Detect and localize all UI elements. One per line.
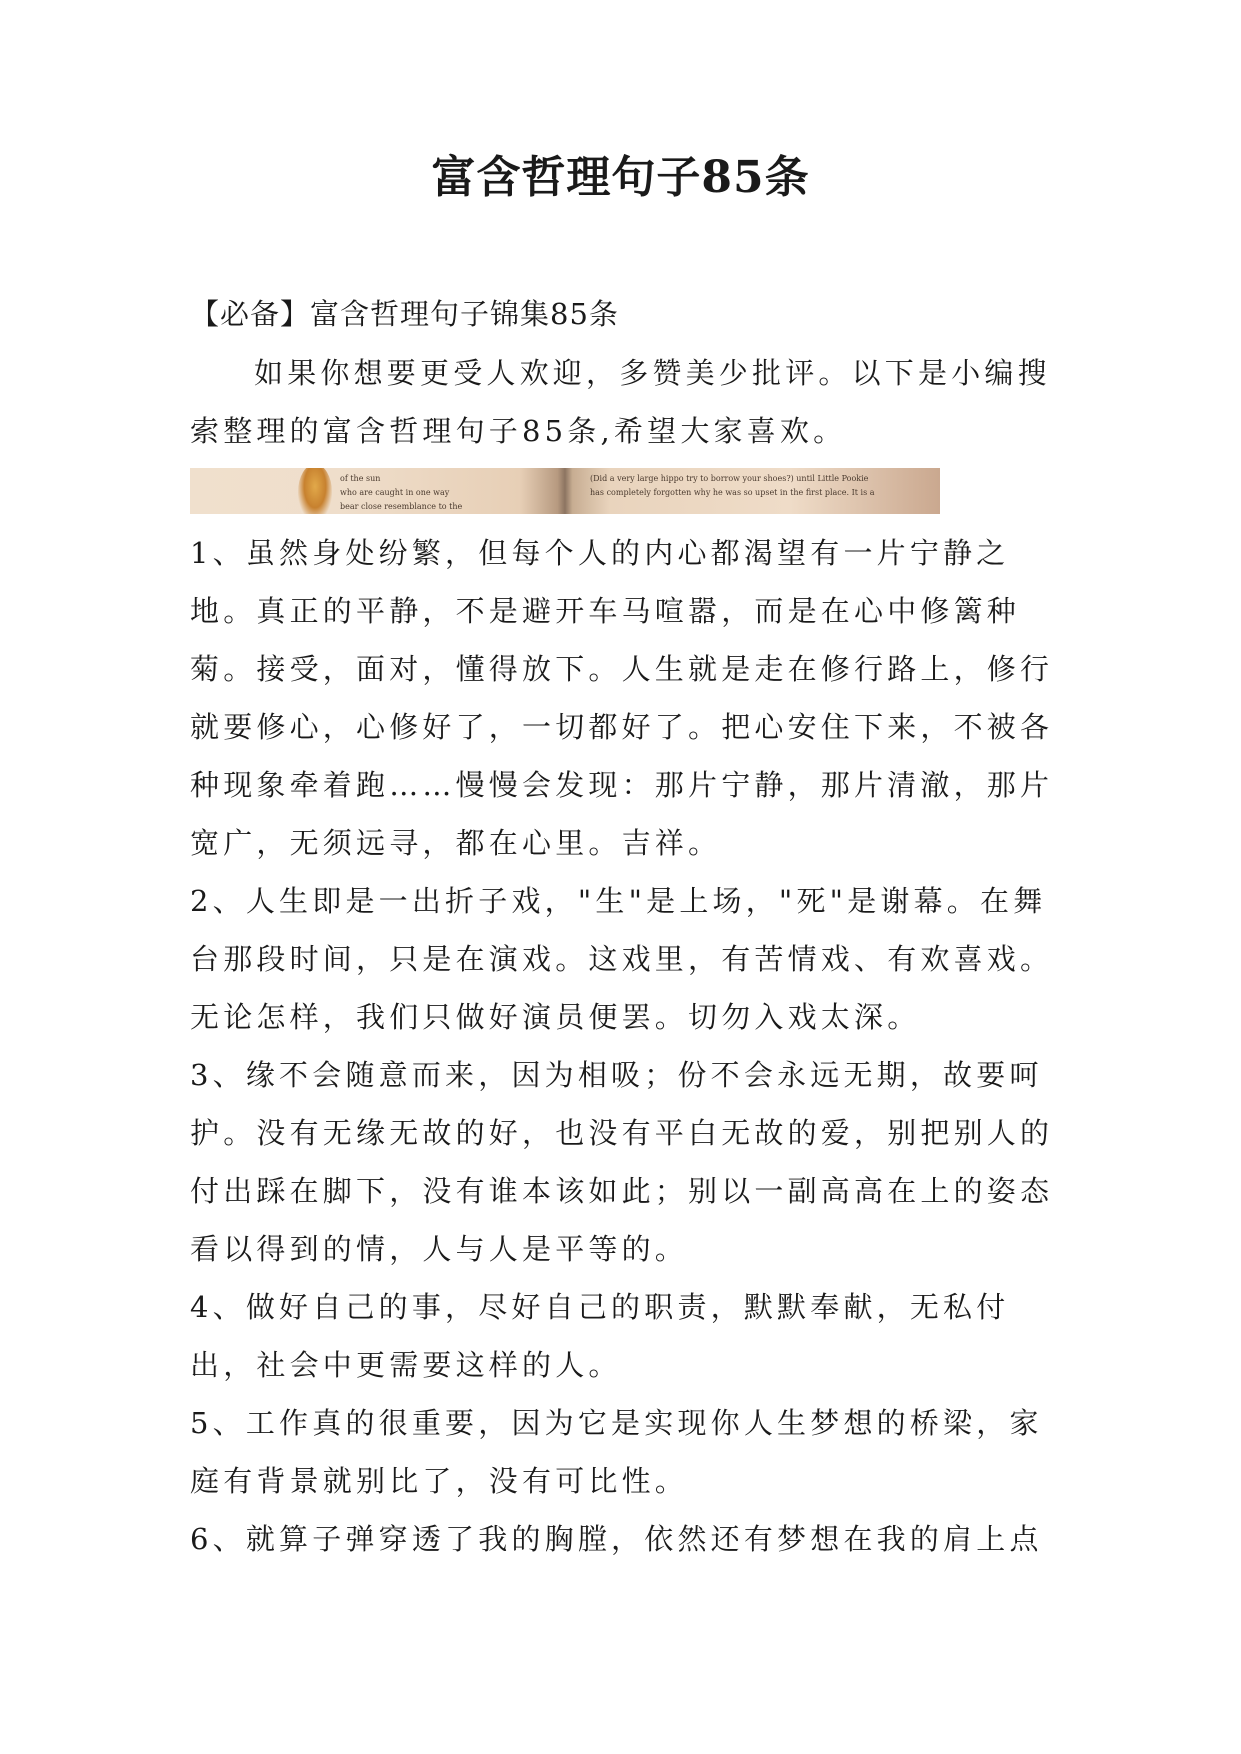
list-item: 6、就算子弹穿透了我的胸膛，依然还有梦想在我的肩上点 bbox=[190, 1522, 1043, 1556]
document-body bbox=[190, 289, 1070, 1568]
banner-text-line: who are caught in one way bbox=[340, 488, 450, 497]
intro-paragraph: 如果你想要更受人欢迎，多赞美少批评。以下是小编搜索整理的富含哲理句子85条,希望大家喜欢。 bbox=[190, 356, 1051, 448]
banner-text-line: (Did a very large hippo try to borrow your shoes?) until Little Pookie bbox=[590, 474, 869, 483]
list-item: 4、做好自己的事，尽好自己的职责，默默奉献，无私付出，社会中更需要这样的人。 bbox=[190, 1290, 1010, 1382]
list-item: 3、缘不会随意而来，因为相吸；份不会永远无期，故要呵护。没有无缘无故的好，也没有平白无故的爱，别把别人的付出踩在脚下，没有谁本该如此；别以一副高高在上的姿态看以得到的情，人与人是平等的。 bbox=[190, 1058, 1054, 1266]
banner-text-line: of the sun bbox=[340, 474, 381, 483]
document-subtitle: 【必备】富含哲理句子锦集85条 bbox=[190, 297, 619, 331]
list-item: 1、虽然身处纷繁，但每个人的内心都渴望有一片宁静之地。真正的平静，不是避开车马喧嚣，而是在心中修篱种菊。接受，面对，懂得放下。人生就是走在修行路上，修行就要修心，心修好了，一切都好了。把心安住下来，不被各种现象牵着跑……慢慢会发现：那片宁静，那片清澈，那片宽广，无须远寻，都在心里。吉祥。 bbox=[190, 536, 1054, 860]
candle-flame-shape bbox=[298, 468, 332, 514]
list-item: 2、人生即是一出折子戏，"生"是上场，"死"是谢幕。在舞台那段时间，只是在演戏。这戏里，有苦情戏、有欢喜戏。无论怎样，我们只做好演员便罢。切勿入戏太深。 bbox=[190, 884, 1054, 1034]
document-title: 富含哲理句子85条 bbox=[431, 152, 810, 203]
banner-text-line: bear close resemblance to the bbox=[340, 502, 463, 511]
banner-text-line: has completely forgotten why he was so upset in the first place. It is a bbox=[590, 488, 875, 497]
book-banner-image bbox=[190, 468, 940, 514]
list-item: 5、工作真的很重要，因为它是实现你人生梦想的桥梁，家庭有背景就别比了，没有可比性。 bbox=[190, 1406, 1043, 1498]
